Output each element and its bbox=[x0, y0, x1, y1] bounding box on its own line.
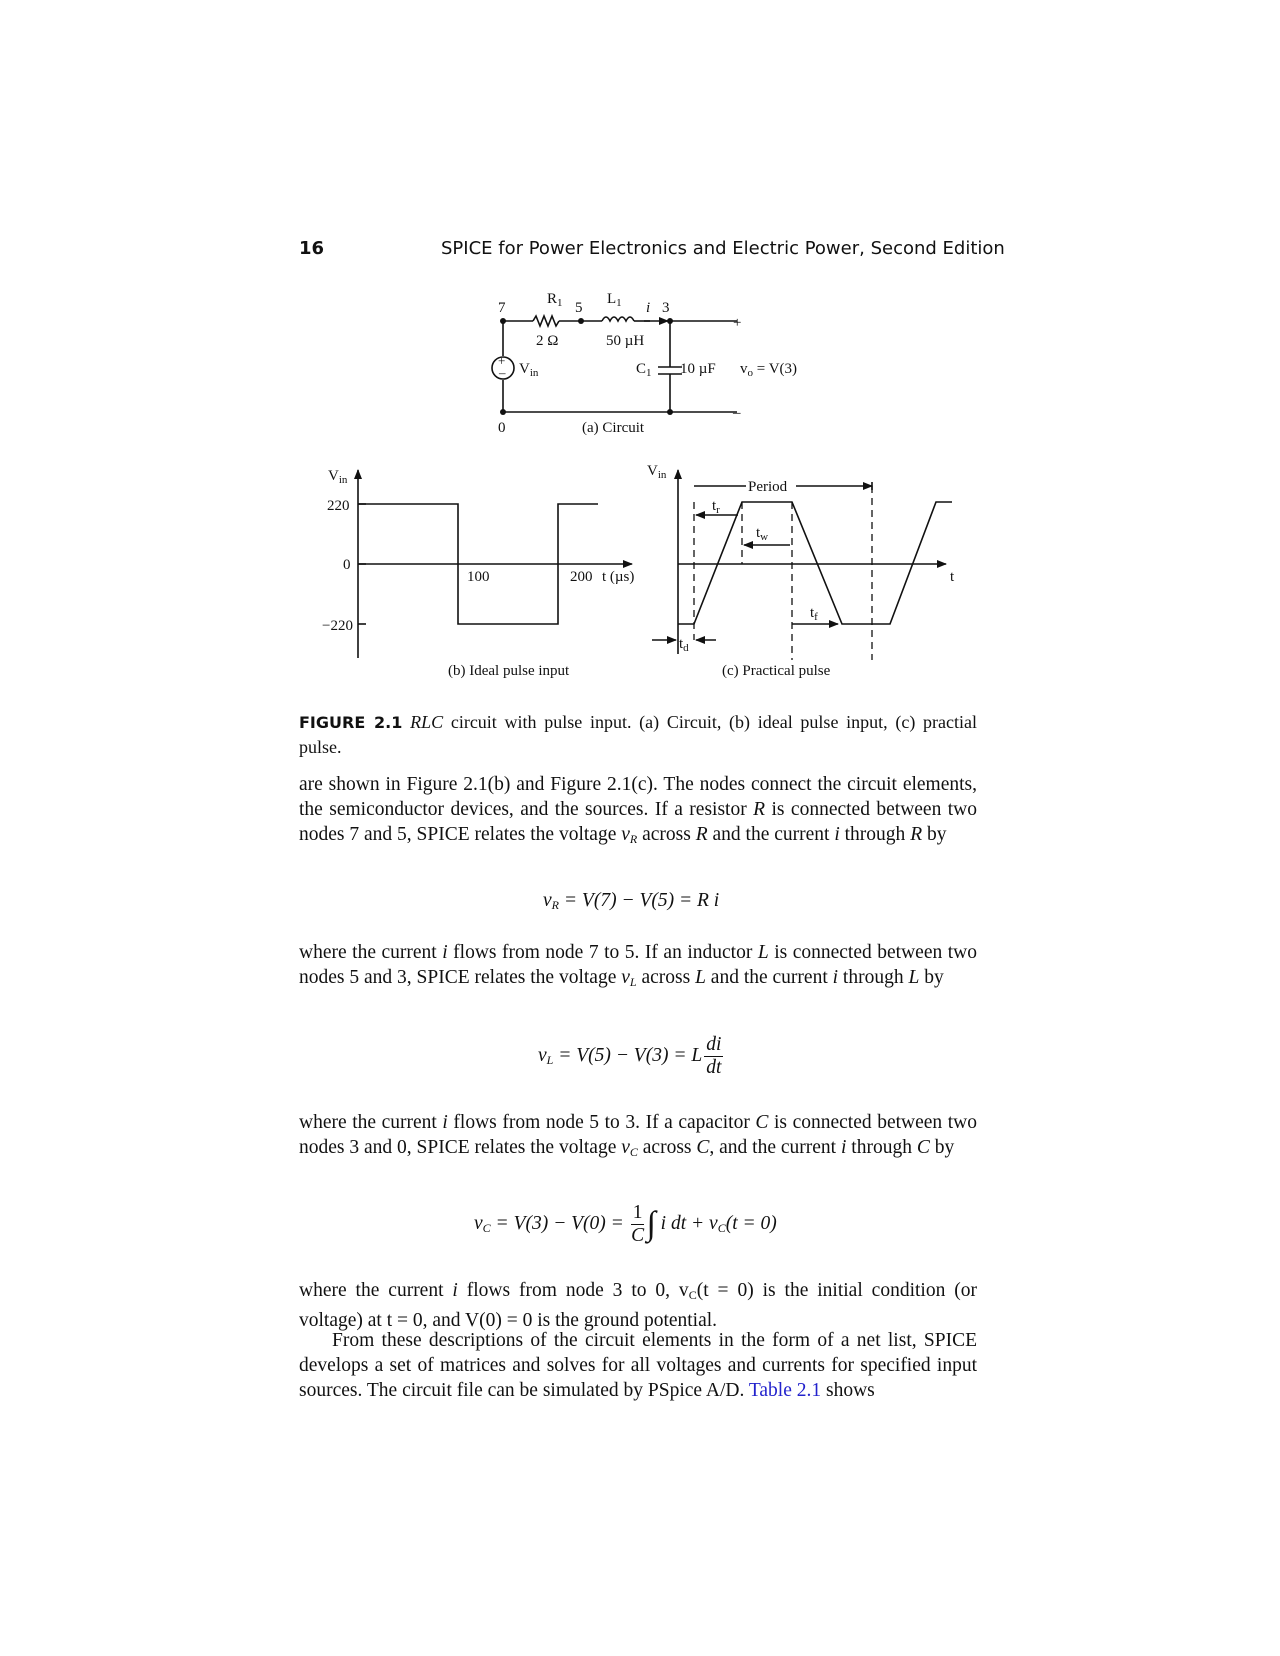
source-plus: + bbox=[498, 353, 506, 368]
y-tick-label-220: 220 bbox=[327, 498, 350, 514]
c1-value: 10 µF bbox=[680, 361, 716, 377]
table-2-1-link[interactable]: Table 2.1 bbox=[748, 1380, 822, 1401]
l1-label: $L_1$ bbox=[607, 291, 622, 309]
practical-caption: (c) Practical pulse bbox=[722, 663, 831, 679]
ideal-caption: (b) Ideal pulse input bbox=[448, 663, 570, 679]
period-label: Period bbox=[748, 479, 788, 495]
equation-capacitor: $v_C = V(3) - V(0)$ = $\frac{1}{C}$ ∫ i dt + $v_C(t = 0)$ bbox=[474, 1202, 777, 1246]
node-5-label: 5 bbox=[575, 300, 583, 316]
practical-y-label: $V_{in}$ bbox=[647, 463, 667, 481]
y-tick-label-0: 0 bbox=[343, 557, 351, 573]
t-axis-label: t bbox=[950, 569, 955, 585]
equation-resistor: $v_R = V(7) - V(5) = R$ i bbox=[543, 890, 720, 912]
guide-lines bbox=[694, 486, 872, 660]
vo-label: $v_o = V(3)$ bbox=[740, 361, 798, 379]
inductor-l1 bbox=[602, 317, 634, 321]
x-tick-label-200: 200 bbox=[570, 569, 593, 585]
td-label: $t_d$ bbox=[679, 636, 689, 654]
page-number: 16 bbox=[299, 238, 325, 259]
y-tick-label-minus-220: −220 bbox=[322, 618, 353, 634]
integral-fraction: $\frac{1}{C}$ bbox=[631, 1202, 645, 1246]
source-label: $V_{in}$ bbox=[519, 361, 539, 379]
output-minus: – bbox=[733, 405, 741, 421]
node-0-label: 0 bbox=[498, 420, 506, 436]
ideal-pulse-chart bbox=[358, 470, 635, 658]
resistor-r1 bbox=[533, 316, 559, 326]
x-unit-label: t (µs) bbox=[602, 569, 635, 585]
source-minus: – bbox=[499, 365, 506, 380]
ideal-y-label: $V_{in}$ bbox=[328, 468, 348, 486]
r1-label: $R_1$ bbox=[547, 291, 563, 309]
l1-value: 50 µH bbox=[606, 333, 645, 349]
node-3-label: 3 bbox=[662, 300, 670, 316]
pulse-waveform bbox=[678, 502, 952, 624]
circuit-caption: (a) Circuit bbox=[582, 420, 645, 436]
current-label: i bbox=[646, 300, 651, 316]
tr-label: $t_r$ bbox=[712, 498, 720, 516]
r1-value: 2 Ω bbox=[536, 333, 559, 349]
c1-label: $C_1$ bbox=[636, 361, 652, 379]
paragraph-2: where the current i flows from node 7 to 5. If an inductor L is connected between two nodes 5 and 3, SPICE relates the voltage $v_L$ across L and the current i through L by bbox=[299, 942, 977, 989]
paragraph-1: are shown in Figure 2.1(b) and Figure 2.1(c). The nodes connect the circuit elements, the semiconductor devices, and the sources. If a resistor R is connected between two nodes 7 and 5, SPICE relates the voltage $v_R$ across R and the current i through R by bbox=[299, 774, 977, 846]
equation-inductor: $v_L = V(5) - V(3) = L$ $\frac{di}{dt}$ bbox=[538, 1034, 722, 1078]
figure-2-1 bbox=[0, 0, 1280, 700]
x-tick-label-100: 100 bbox=[467, 569, 490, 585]
practical-pulse-chart bbox=[652, 470, 952, 660]
node-7-label: 7 bbox=[498, 300, 506, 316]
output-plus: + bbox=[733, 315, 742, 331]
paragraph-4: where the current i flows from node 3 to 0, $v_C(t = 0)$ is the initial condition (or voltage) at t = 0, and V(0) = 0 is the ground potential. bbox=[299, 1280, 977, 1331]
tw-label: $t_w$ bbox=[756, 525, 769, 543]
running-title: SPICE for Power Electronics and Electric Power, Second Edition bbox=[441, 238, 1005, 259]
paragraph-5: From these descriptions of the circuit elements in the form of a net list, SPICE develops a set of matrices and solves for all voltages and currents for specified input sources. The circuit file can be simulated by PSpice A/D. Table 2.1 shows bbox=[299, 1330, 977, 1401]
paragraph-3: where the current i flows from node 5 to 3. If a capacitor C is connected between two nodes 3 and 0, SPICE relates the voltage $v_C$ across C, and the current i through C by bbox=[299, 1112, 977, 1159]
figure-caption: FIGURE 2.1 RLC circuit with pulse input. (a) Circuit, (b) ideal pulse input, (c) practial pulse. bbox=[299, 712, 978, 757]
integral-sign: ∫ bbox=[646, 1205, 656, 1243]
tf-label: $t_f$ bbox=[810, 605, 818, 623]
derivative-fraction: $\frac{di}{dt}$ bbox=[706, 1034, 722, 1078]
